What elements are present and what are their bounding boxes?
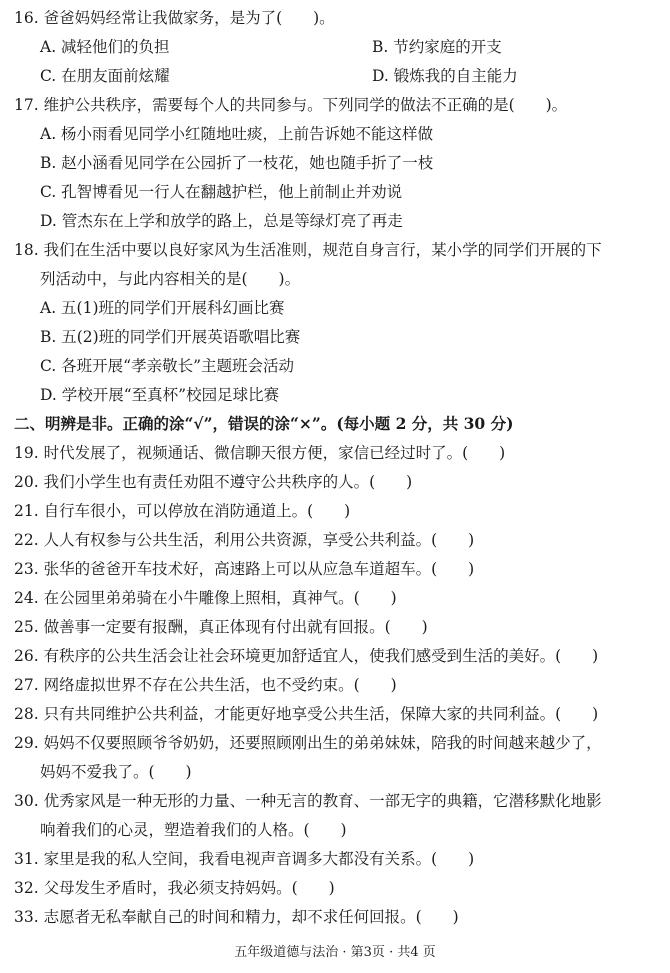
question-17-option-c: C. 孔智博看见一行人在翻越护栏，他上前制止并劝说 xyxy=(40,183,403,201)
question-16-option-c: C. 在朋友面前炫耀 xyxy=(40,67,170,85)
question-16-option-d: D. 锻炼我的自主能力 xyxy=(372,67,518,85)
question-16-option-b: B. 节约家庭的开支 xyxy=(372,38,502,56)
question-17-stem: 17. 维护公共秩序，需要每个人的共同参与。下列同学的做法不正确的是( )。 xyxy=(14,96,568,114)
question-20: 20. 我们小学生也有责任劝阻不遵守公共秩序的人。( ) xyxy=(14,473,413,491)
question-31: 31. 家里是我的私人空间，我看电视声音调多大都没有关系。( ) xyxy=(14,850,475,868)
question-21: 21. 自行车很小，可以停放在消防通道上。( ) xyxy=(14,502,351,520)
question-18-option-c: C. 各班开展“孝亲敬长”主题班会活动 xyxy=(40,357,295,375)
question-24: 24. 在公园里弟弟骑在小牛雕像上照相，真神气。( ) xyxy=(14,589,397,607)
section-2-title: 二、明辨是非。正确的涂“√”，错误的涂“×”。(每小题 2 分，共 30 分) xyxy=(14,414,514,433)
question-29-line2: 妈妈不爱我了。( ) xyxy=(40,763,192,781)
question-18-option-a: A. 五(1)班的同学们开展科幻画比赛 xyxy=(40,299,285,317)
question-16-stem: 16. 爸爸妈妈经常让我做家务，是为了( )。 xyxy=(14,9,335,27)
question-28: 28. 只有共同维护公共利益，才能更好地享受公共生活，保障大家的共同利益。( ) xyxy=(14,705,599,723)
question-17-option-a: A. 杨小雨看见同学小红随地吐痰，上前告诉她不能这样做 xyxy=(40,125,434,143)
question-17-option-d: D. 管杰东在上学和放学的路上，总是等绿灯亮了再走 xyxy=(40,212,403,230)
question-19: 19. 时代发展了，视频通话、微信聊天很方便，家信已经过时了。( ) xyxy=(14,444,506,462)
question-30-line2: 响着我们的心灵，塑造着我们的人格。( ) xyxy=(40,821,347,839)
question-25: 25. 做善事一定要有报酬，真正体现有付出就有回报。( ) xyxy=(14,618,428,636)
question-30-line1: 30. 优秀家风是一种无形的力量、一种无言的教育、一部无字的典籍，它潜移默化地影 xyxy=(14,792,602,810)
question-32: 32. 父母发生矛盾时，我必须支持妈妈。( ) xyxy=(14,879,335,897)
question-22: 22. 人人有权参与公共生活，利用公共资源，享受公共利益。( ) xyxy=(14,531,475,549)
question-27: 27. 网络虚拟世界不存在公共生活，也不受约束。( ) xyxy=(14,676,397,694)
question-29-line1: 29. 妈妈不仅要照顾爷爷奶奶，还要照顾刚出生的弟弟妹妹，陪我的时间越来越少了， xyxy=(14,734,602,752)
question-18-option-b: B. 五(2)班的同学们开展英语歌唱比赛 xyxy=(40,328,301,346)
page-footer: 五年级道德与法治 · 第3页 · 共4 页 xyxy=(234,945,436,960)
question-16-option-a: A. 减轻他们的负担 xyxy=(40,38,170,56)
question-17-option-b: B. 赵小涵看见同学在公园折了一枝花，她也随手折了一枝 xyxy=(40,154,434,172)
question-26: 26. 有秩序的公共生活会让社会环境更加舒适宜人，使我们感受到生活的美好。( ) xyxy=(14,647,599,665)
question-23: 23. 张华的爸爸开车技术好，高速路上可以从应急车道超车。( ) xyxy=(14,560,475,578)
question-18-stem-line2: 列活动中，与此内容相关的是( )。 xyxy=(40,270,301,288)
question-18-stem-line1: 18. 我们在生活中要以良好家风为生活准则，规范自身言行，某小学的同学们开展的下 xyxy=(14,241,602,259)
question-18-option-d: D. 学校开展“至真杯”校园足球比赛 xyxy=(40,386,280,404)
question-33: 33. 志愿者无私奉献自己的时间和精力，却不求任何回报。( ) xyxy=(14,908,459,926)
